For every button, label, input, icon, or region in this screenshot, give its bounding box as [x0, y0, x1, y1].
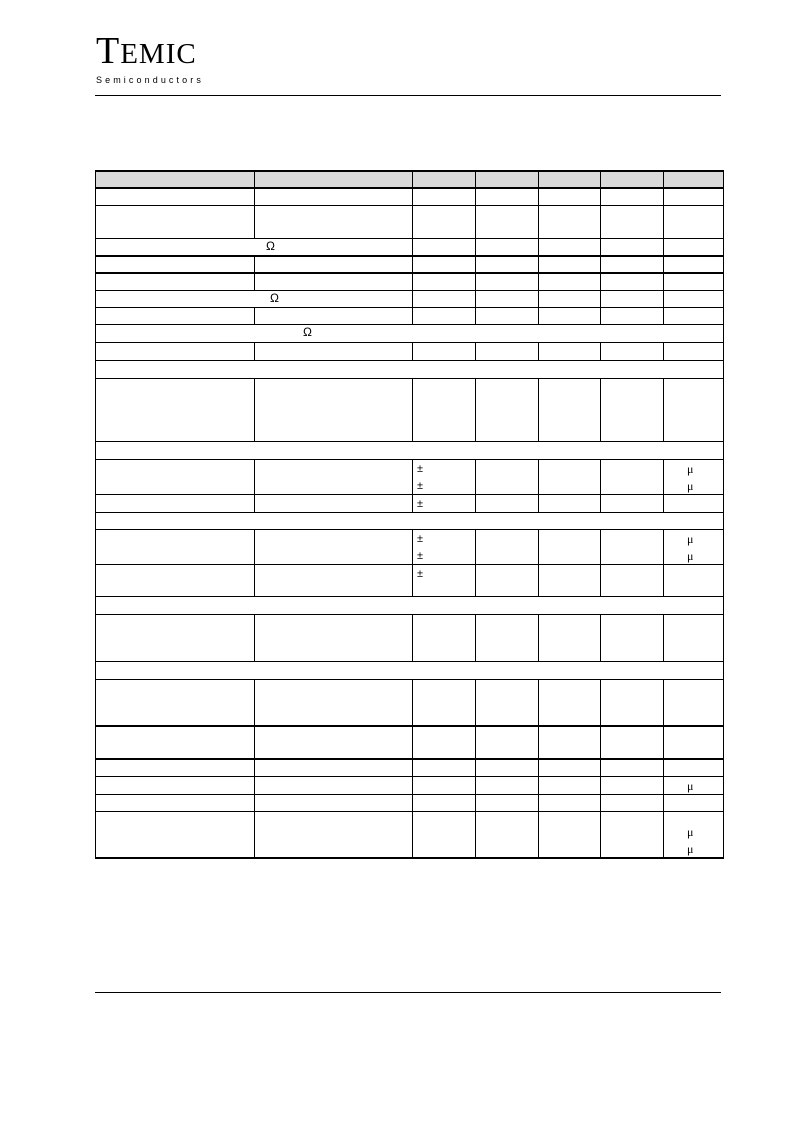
table-cell — [539, 614, 601, 661]
table-cell — [96, 776, 255, 794]
micro-symbol: μ — [687, 842, 694, 856]
table-cell — [664, 776, 724, 794]
table-row — [96, 494, 724, 512]
table-cell — [539, 759, 601, 776]
table-cell — [96, 342, 255, 360]
table-cell — [664, 290, 724, 307]
table-cell — [413, 794, 476, 811]
table-cell — [96, 238, 413, 256]
plus-minus-symbol: ± — [417, 497, 424, 510]
table-cell — [664, 238, 724, 256]
table-cell — [413, 614, 476, 661]
table-cell — [413, 290, 476, 307]
table-section-row — [96, 441, 724, 459]
table-cell — [601, 614, 664, 661]
table-cell — [664, 307, 724, 324]
table-cell — [413, 811, 476, 858]
table-section-row — [96, 324, 724, 342]
header-cell — [96, 171, 255, 188]
table-cell — [96, 512, 724, 529]
table-cell — [255, 529, 413, 564]
table-cell — [96, 596, 724, 614]
table-cell — [255, 256, 413, 273]
table-section-row — [96, 661, 724, 679]
table-cell — [96, 564, 255, 596]
ohm-symbol: Ω — [266, 238, 275, 253]
table-cell — [476, 794, 539, 811]
plus-minus-symbol: ± — [417, 549, 424, 562]
table-cell — [96, 661, 724, 679]
header-cell — [476, 171, 539, 188]
table-cell — [476, 459, 539, 494]
temic-logo — [96, 30, 204, 85]
table-cell — [476, 614, 539, 661]
table-cell — [601, 273, 664, 290]
table-cell — [601, 679, 664, 726]
table-cell — [664, 614, 724, 661]
table-cell — [601, 459, 664, 494]
table-cell — [664, 205, 724, 238]
table-cell — [413, 342, 476, 360]
table-cell — [255, 205, 413, 238]
table-cell — [664, 759, 724, 776]
table-cell — [476, 273, 539, 290]
table-cell — [96, 459, 255, 494]
table-cell — [96, 273, 255, 290]
table-cell — [476, 529, 539, 564]
table-cell — [476, 307, 539, 324]
table-row — [96, 614, 724, 661]
table-section-row — [96, 596, 724, 614]
table-cell — [476, 378, 539, 441]
table-cell — [255, 494, 413, 512]
table-cell — [601, 494, 664, 512]
table-cell — [413, 188, 476, 205]
table-cell — [539, 205, 601, 238]
table-cell — [96, 324, 724, 342]
table-cell — [539, 256, 601, 273]
table-cell — [255, 188, 413, 205]
table-cell — [539, 290, 601, 307]
table-cell — [539, 378, 601, 441]
table-cell — [476, 256, 539, 273]
table-cell — [255, 307, 413, 324]
table-cell — [96, 307, 255, 324]
table-cell — [96, 188, 255, 205]
table-cell — [539, 494, 601, 512]
footer-rule — [95, 992, 721, 993]
table-cell — [255, 794, 413, 811]
table-cell — [96, 256, 255, 273]
table-cell — [601, 188, 664, 205]
table-cell — [96, 360, 724, 378]
header-rule — [95, 95, 721, 96]
table-cell — [664, 529, 724, 564]
header-cell — [413, 171, 476, 188]
table-cell — [255, 776, 413, 794]
micro-symbol: μ — [687, 825, 694, 839]
table-cell — [539, 238, 601, 256]
table-cell — [664, 342, 724, 360]
micro-symbol: μ — [687, 531, 694, 546]
table-cell — [664, 794, 724, 811]
table-cell — [664, 256, 724, 273]
table-cell — [96, 679, 255, 726]
table-cell — [539, 564, 601, 596]
table-cell — [255, 726, 413, 759]
table-row — [96, 794, 724, 811]
table-cell — [476, 679, 539, 726]
table-cell — [476, 238, 539, 256]
table-cell — [96, 794, 255, 811]
table-cell — [601, 564, 664, 596]
table-cell — [413, 529, 476, 564]
table-row — [96, 726, 724, 759]
table-cell — [539, 679, 601, 726]
table-cell — [96, 290, 413, 307]
table-cell — [255, 759, 413, 776]
table-row — [96, 759, 724, 776]
logo-subtitle: Semiconductors — [96, 75, 204, 85]
table-cell — [413, 307, 476, 324]
table-cell — [255, 459, 413, 494]
table-cell — [601, 205, 664, 238]
table-row — [96, 811, 724, 858]
table-cell — [476, 205, 539, 238]
table-cell — [413, 459, 476, 494]
table-cell — [96, 759, 255, 776]
table-header-row — [96, 171, 724, 188]
specification-table — [95, 170, 724, 859]
table-row — [96, 238, 724, 256]
table-cell — [96, 811, 255, 858]
table-cell — [664, 564, 724, 596]
table-cell — [413, 564, 476, 596]
table-section-row — [96, 512, 724, 529]
table-cell — [539, 307, 601, 324]
table-cell — [255, 378, 413, 441]
table-cell — [96, 494, 255, 512]
table-row — [96, 776, 724, 794]
table-cell — [664, 459, 724, 494]
table-cell — [539, 776, 601, 794]
table-cell — [413, 205, 476, 238]
plus-minus-symbol: ± — [417, 479, 424, 492]
table-cell — [664, 679, 724, 726]
table-cell — [96, 378, 255, 441]
table-row — [96, 273, 724, 290]
table-cell — [664, 726, 724, 759]
table-cell — [539, 794, 601, 811]
table-row — [96, 679, 724, 726]
table-cell — [664, 273, 724, 290]
table-cell — [664, 494, 724, 512]
header-cell — [601, 171, 664, 188]
micro-symbol: μ — [687, 478, 694, 493]
table-cell — [476, 726, 539, 759]
table-row — [96, 290, 724, 307]
table-cell — [601, 342, 664, 360]
table-cell — [539, 459, 601, 494]
table-cell — [539, 811, 601, 858]
table-row — [96, 529, 724, 564]
table-row — [96, 188, 724, 205]
table-row — [96, 205, 724, 238]
logo-wordmark — [96, 30, 204, 72]
ohm-symbol: Ω — [270, 290, 279, 305]
table-cell — [601, 290, 664, 307]
table-row — [96, 564, 724, 596]
table-cell — [601, 811, 664, 858]
table-cell — [413, 494, 476, 512]
ohm-symbol: Ω — [303, 324, 312, 339]
table-row — [96, 459, 724, 494]
table-cell — [601, 776, 664, 794]
table-cell — [476, 342, 539, 360]
table-cell — [476, 290, 539, 307]
table-cell — [476, 494, 539, 512]
table-row — [96, 378, 724, 441]
table-row — [96, 307, 724, 324]
table-cell — [664, 188, 724, 205]
table-cell — [413, 679, 476, 726]
table-cell — [255, 811, 413, 858]
table-cell — [539, 273, 601, 290]
plus-minus-symbol: ± — [417, 567, 424, 580]
table-cell — [413, 238, 476, 256]
table-cell — [96, 205, 255, 238]
header-cell — [255, 171, 413, 188]
table-cell — [413, 256, 476, 273]
table-cell — [413, 726, 476, 759]
header-cell — [539, 171, 601, 188]
table-cell — [476, 564, 539, 596]
table-row — [96, 342, 724, 360]
table-cell — [413, 759, 476, 776]
table-cell — [413, 273, 476, 290]
table-cell — [476, 188, 539, 205]
logo-initial: T — [96, 30, 121, 72]
table-cell — [96, 529, 255, 564]
micro-symbol: μ — [687, 461, 694, 476]
table-section-row — [96, 360, 724, 378]
table-cell — [539, 342, 601, 360]
table-cell — [255, 273, 413, 290]
table-cell — [476, 811, 539, 858]
table-cell — [664, 811, 724, 858]
logo-rest: EMIC — [120, 38, 197, 70]
table-cell — [601, 256, 664, 273]
table-cell — [96, 614, 255, 661]
table-cell — [601, 759, 664, 776]
plus-minus-symbol: ± — [417, 462, 424, 475]
table-cell — [539, 529, 601, 564]
table-cell — [96, 726, 255, 759]
table-cell — [255, 614, 413, 661]
table-cell — [601, 307, 664, 324]
table-cell — [255, 679, 413, 726]
table-cell — [476, 776, 539, 794]
table-cell — [601, 529, 664, 564]
table-cell — [255, 564, 413, 596]
table-cell — [601, 238, 664, 256]
table-cell — [96, 441, 724, 459]
table-cell — [539, 188, 601, 205]
table-cell — [255, 342, 413, 360]
table-cell — [476, 759, 539, 776]
table-cell — [601, 726, 664, 759]
table-cell — [664, 378, 724, 441]
table-cell — [601, 794, 664, 811]
table-cell — [601, 378, 664, 441]
plus-minus-symbol: ± — [417, 532, 424, 545]
micro-symbol: μ — [687, 778, 694, 793]
micro-symbol: μ — [687, 548, 694, 563]
table-row — [96, 256, 724, 273]
table-cell — [539, 726, 601, 759]
header-cell — [664, 171, 724, 188]
table-cell — [413, 776, 476, 794]
table-cell — [413, 378, 476, 441]
